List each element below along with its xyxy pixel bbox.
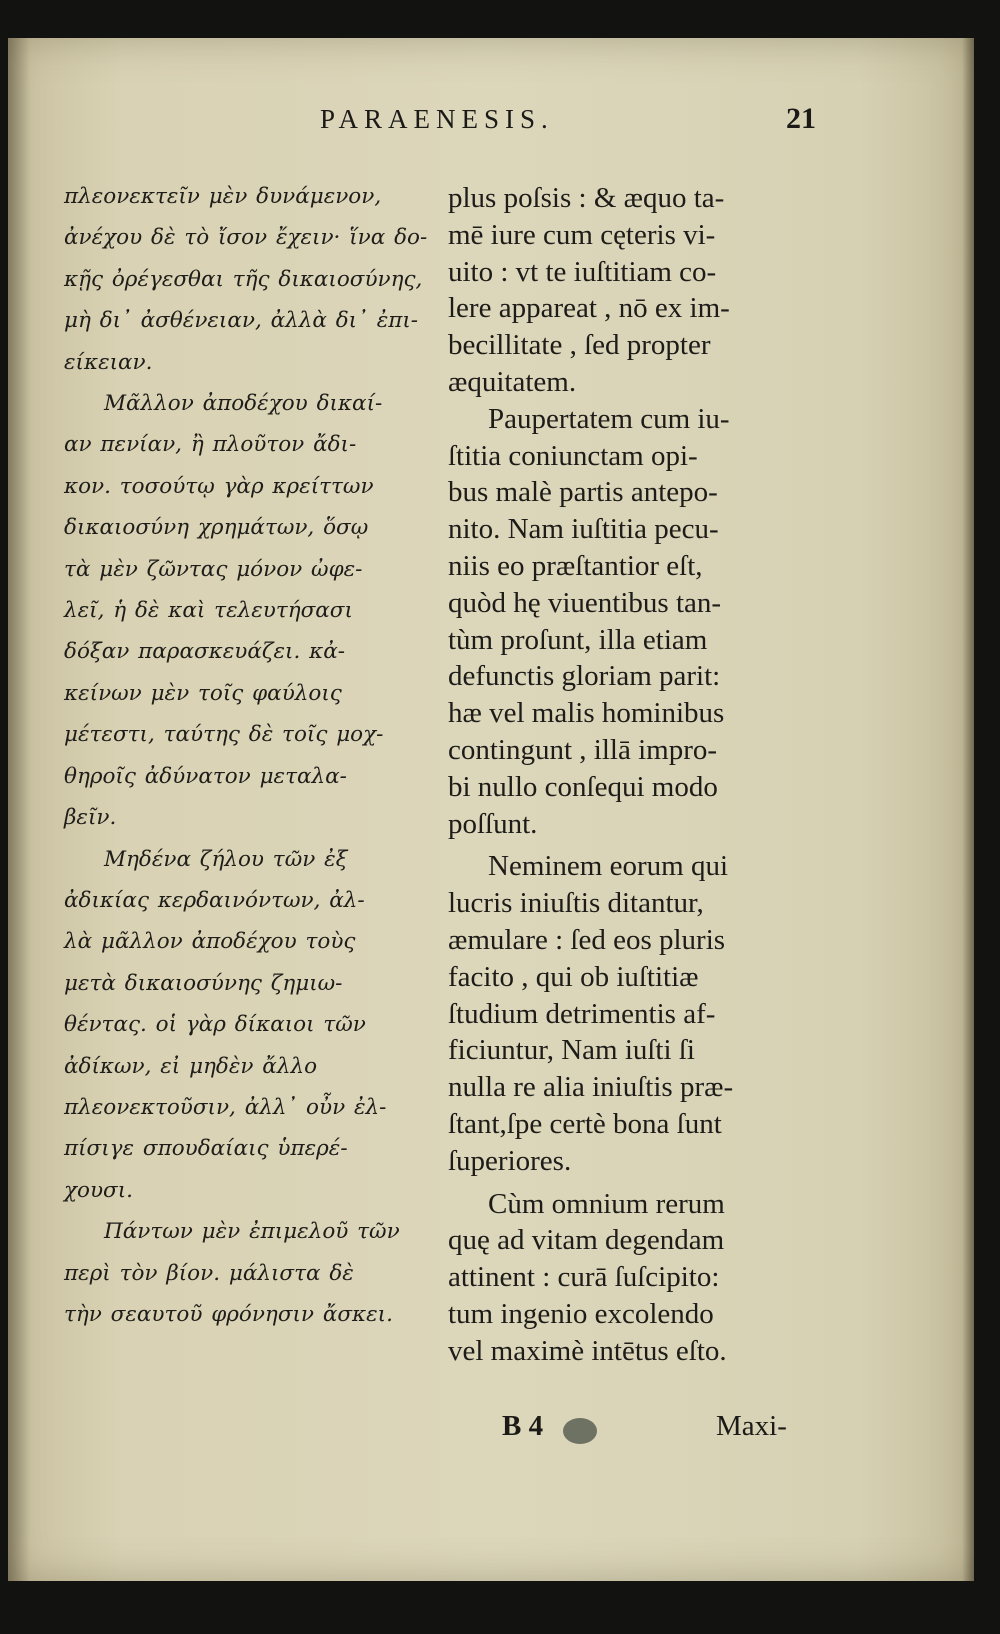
latin-line: Neminem eorum qui [488,850,729,883]
page-header [8,100,974,140]
signature-mark: B 4 [502,1410,544,1442]
latin-line: ſtudium detrimentis af- [448,997,716,1030]
latin-line: nulla re alia iniuſtis præ- [448,1071,734,1104]
latin-line: uito : vt te iuſtitiam co- [448,255,717,288]
latin-line: lere appareat , nō ex im- [448,292,730,325]
greek-line: δικαιοσύνη χρημάτων, ὅσῳ [64,515,369,541]
greek-line: χουσι. [64,1177,133,1203]
latin-line: attinent : curā ſuſcipito: [448,1261,720,1294]
latin-line: ficiuntur, Nam iuſti ſi [448,1034,695,1067]
greek-line: δόξαν παρασκευάζει. κἀ- [64,639,346,665]
greek-line: θηροῖς ἀδύνατον μεταλα- [64,763,347,789]
latin-line: Cùm omnium rerum [488,1187,725,1220]
greek-line: τὴν σεαυτοῦ φρόνησιν ἄσκει. [64,1301,393,1327]
latin-line: bus malè partis antepo- [448,476,718,509]
greek-line: περὶ τὸν βίον. μάλιστα δὲ [64,1260,354,1286]
latin-line: quę ad vitam degendam [448,1224,725,1257]
latin-line: nito. Nam iuſtitia pecu- [448,513,719,546]
greek-line: Μᾶλλον ἀποδέχου δικαί- [104,391,383,417]
latin-line: poſſunt. [448,807,538,840]
latin-line: ſtant,ſpe certè bona ſunt [448,1107,722,1140]
running-head: PARAENESIS. [320,104,554,134]
greek-line: μετὰ δικαιοσύνης ζημιω- [64,970,343,996]
greek-line: Πάντων μὲν ἐπιμελοῦ τῶν [104,1219,400,1245]
latin-line: vel maximè intētus eſto. [448,1334,727,1367]
latin-line: bi nullo conſequi modo [448,770,718,803]
greek-line: ἀδίκων, εἰ μηδὲν ἄλλο [64,1053,318,1079]
greek-line: πλεονεκτοῦσιν, ἀλλ᾽ οὖν ἐλ- [64,1094,387,1120]
greek-line: αν πενίαν, ἢ πλοῦτον ἄδι- [64,432,357,458]
latin-line: quòd hę viuentibus tan- [448,586,722,619]
latin-text-column [448,180,808,1370]
latin-line: æquitatem. [448,365,577,398]
latin-line: mē iure cum cęteris vi- [448,218,716,251]
greek-line: πίσιγε σπουδαίαις ὑπερέ- [64,1136,348,1162]
latin-line: niis eo præſtantior eſt, [448,549,703,582]
latin-line: defunctis gloriam parit: [448,660,721,693]
greek-text-column [64,176,449,1335]
greek-line: τὰ μὲν ζῶντας μόνον ὠφε- [64,556,363,582]
latin-line: tùm proſunt, illa etiam [448,623,708,656]
greek-line: κείνων μὲν τοῖς φαύλοις [64,680,342,706]
latin-line: lucris iniuſtis ditantur, [448,887,704,920]
latin-line: contingunt , illā impro- [448,733,718,766]
latin-line: hæ vel malis hominibus [448,697,725,730]
catchword: Maxi- [716,1410,787,1442]
page-edge [962,38,974,1581]
greek-line: πλεονεκτεῖν μὲν δυνάμενον, [64,184,382,209]
latin-line: facito , qui ob iuſtitiæ [448,960,699,993]
ink-blot [563,1418,597,1444]
latin-line: becillitate , ſed propter [448,329,711,362]
latin-line: ſuperiores. [448,1144,572,1177]
greek-line: μὴ δι᾽ ἀσθένειαν, ἀλλὰ δι᾽ ἐπι- [64,308,419,334]
book-page [8,38,974,1581]
greek-line: κῇς ὀρέγεσθαι τῆς δικαιοσύνης, [64,266,423,292]
greek-line: ἀνέχου δὲ τὸ ἴσον ἔχειν· ἵνα δο- [64,225,428,251]
greek-line: μέτεστι, ταύτης δὲ τοῖς μοχ- [64,722,384,748]
greek-line: λὰ μᾶλλον ἀποδέχου τοὺς [64,929,356,955]
greek-line: Μηδένα ζήλου τῶν ἐξ [104,846,348,872]
greek-line: βεῖν. [64,805,117,831]
greek-line: είκειαν. [64,349,153,375]
page-number: 21 [786,102,816,135]
greek-line: ἀδικίας κερδαινόντων, ἀλ- [64,887,365,913]
latin-line: plus poſsis : & æquo ta- [448,182,725,214]
latin-line: tum ingenio excolendo [448,1297,714,1330]
latin-line: æmulare : ſed eos pluris [448,923,726,956]
greek-line: λεῖ, ἡ δὲ καὶ τελευτήσασι [64,598,353,624]
greek-line: κον. τοσούτῳ γὰρ κρείττων [64,473,374,499]
greek-line: θέντας. οἱ γὰρ δίκαιοι τῶν [64,1012,366,1038]
latin-line: Paupertatem cum iu- [488,402,730,435]
page-footer [8,1410,974,1460]
gutter-shadow [8,38,30,1581]
latin-line: ſtitia coniunctam opi- [448,439,698,472]
